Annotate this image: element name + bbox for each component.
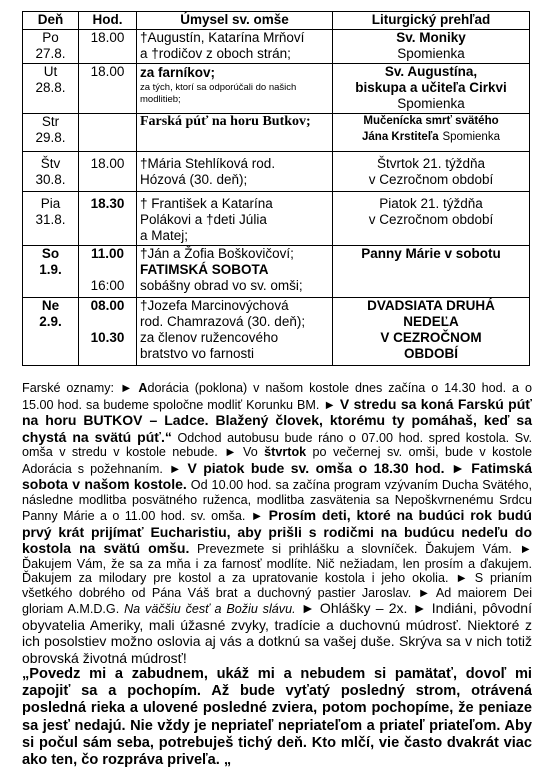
intention-cell: †Augustín, Katarína Mrňoví a †rodičov z oboch strán; bbox=[137, 30, 333, 64]
liturgy-cell: Sv. Moniky Spomienka bbox=[333, 30, 530, 64]
table-row bbox=[23, 246, 530, 298]
time-cell: 11.00 16:00 bbox=[79, 246, 137, 298]
table-row bbox=[23, 30, 530, 64]
time-cell: 18.00 bbox=[79, 152, 137, 192]
liturgy-cell: Sv. Augustína, biskupa a učiteľa Cirkvi Spomienka bbox=[333, 64, 530, 114]
thursday-text: štvrtok bbox=[264, 445, 307, 459]
day-cell: Štv 30.8. bbox=[23, 152, 79, 192]
mass-schedule-table bbox=[22, 11, 530, 366]
day-cell: Pia 31.8. bbox=[23, 192, 79, 246]
intention-cell: † František a Katarína Polákovi a †deti Júlia a Matej; bbox=[137, 192, 333, 246]
liturgy-cell: Piatok 21. týždňa v Cezročnom období bbox=[333, 192, 530, 246]
header-liturgy: Liturgický prehľad bbox=[333, 12, 530, 30]
table-row bbox=[23, 152, 530, 192]
intention-cell: †Mária Stehlíková rod. Hózová (30. deň); bbox=[137, 152, 333, 192]
table-row bbox=[23, 192, 530, 246]
parish-announcements bbox=[22, 381, 532, 769]
fatima-program-text: Od 10.00 hod. sa začína program vzývaním Ducha Svätého, následne modlitba posvätného ruženca, modlitba zasvätenia sa Nepoškvrnenému Srdcu Panny Márie a o 11.00 hod. sv. omša. ► bbox=[22, 478, 533, 523]
thanks-text: Prevezmete si prihlášku a slovníček. Ďakujem Vám. ► Ďakujem Vám, že sa za mňa i za farnosť modlíte. Nič nežiadam, len prosím a ďakujem. Ďakujem za milodary pre kostol a za upratovanie kostola i jeho okolia. ► S prianím všetkého dobrého od Pána Váš brat a duchovný pastier Jaroslav. ► Ad maiorem Dei gloriam A.M.D.G. bbox=[22, 542, 532, 616]
announcements-intro: Farské oznamy: ► bbox=[22, 381, 139, 395]
adoration-text: dorácia (poklona) v našom kostole dnes začína o 14.30 hod. a o 15.00 hod. sa budeme spoločne modliť Korunku BM. ► bbox=[22, 381, 533, 412]
amdg-translation: Na väčšiu česť a Božiu slávu. bbox=[124, 602, 296, 616]
day-cell: Str 29.8. bbox=[23, 114, 79, 152]
bus-text: Odchod autobusu bude ráno o 07.00 hod. spred kostola. Sv. omša v stredu v kostole nebude. ► Vo bbox=[22, 430, 532, 459]
first-communion-text: Prosím deti, ktoré na budúci rok budú prvý krát prijímať Eucharistiu, aby prišli s rodičmi na budúcu nedeľu do kostola na svätú omšu. bbox=[22, 507, 532, 556]
day-cell: Po 27.8. bbox=[23, 30, 79, 64]
table-header-row bbox=[23, 12, 530, 30]
adoration-initial: A bbox=[138, 381, 148, 395]
day-cell: Ut 28.8. bbox=[23, 64, 79, 114]
table-row bbox=[23, 64, 530, 114]
header-day: Deň bbox=[23, 12, 79, 30]
intention-cell: †Ján a Žofia Boškovičoví; FATIMSKÁ SOBOTA sobášny obrad vo sv. omši; bbox=[137, 246, 333, 298]
day-cell: Ne 2.9. bbox=[23, 298, 79, 366]
indian-wisdom-quote: „Povedz mi a zabudnem, ukáž mi a nebudem si pamätať, dovoľ mi zapojiť sa a pochopím. Až bude vyťatý posledný strom, otrávená posledná rieka a ulovené posledné zviera, potom pochopíme, že peniaze sa jesť nedajú. Nie vždy je nepriateľ nepriateľom a priateľ priateľom. Aby si počul sám seba, potrebuješ tichý deň. Kto mlčí, vie často dvakrát viac ako ten, čo rozpráva priveľa. „ bbox=[22, 666, 532, 769]
liturgy-cell: Panny Márie v sobotu bbox=[333, 246, 530, 298]
time-cell: 18.00 bbox=[79, 30, 137, 64]
liturgy-cell: DVADSIATA DRUHÁ NEDEĽA V CEZROČNOM OBDOBÍ bbox=[333, 298, 530, 366]
indian-wisdom-intro: ► Ohlášky – 2x. ► Indiáni, pôvodní obyvatelia Ameriky, mali úžasné zvyky, tradície a duchovnú múdrosť. Niektoré z ich posolstiev možno oslovia aj vás a dotknú sa vašej duše. Skrýva sa v nich totiž obrovská životná múdrosť! bbox=[22, 600, 532, 666]
pilgrimage-text: V stredu sa koná Farskú púť na horu BUTKOV – Ladce. Blažený človek, ktorému ty pomáhaš, keď sa chystá na svätú púť.“ bbox=[22, 395, 532, 445]
day-cell: So 1.9. bbox=[23, 246, 79, 298]
header-intention: Úmysel sv. omše bbox=[137, 12, 333, 30]
friday-fatima-text: V piatok bude sv. omša o 18.30 hod. ► Fatimská sobota v našom kostole. bbox=[22, 459, 532, 492]
table-row bbox=[23, 114, 530, 152]
liturgy-cell: Mučenícka smrť svätého Jána Krstiteľa Spomienka bbox=[333, 114, 530, 152]
intention-cell: za farníkov; za tých, ktorí sa odporúčali do našich modlitieb; bbox=[137, 64, 333, 114]
time-cell bbox=[79, 114, 137, 152]
table-row bbox=[23, 298, 530, 366]
time-cell: 18.00 bbox=[79, 64, 137, 114]
header-hour: Hod. bbox=[79, 12, 137, 30]
liturgy-cell: Štvrtok 21. týždňa v Cezročnom období bbox=[333, 152, 530, 192]
adoration-thursday-text: po večernej sv. omši, bude v kostole Adorácia s požehnaním. ► bbox=[22, 445, 532, 476]
intention-cell: †Jozefa Marcinovýchová rod. Chamrazová (30. deň); za členov ružencového bratstvo vo farnosti bbox=[137, 298, 333, 366]
time-cell: 18.30 bbox=[79, 192, 137, 246]
intention-cell: Farská púť na horu Butkov; bbox=[137, 114, 333, 152]
time-cell: 08.00 10.30 bbox=[79, 298, 137, 366]
